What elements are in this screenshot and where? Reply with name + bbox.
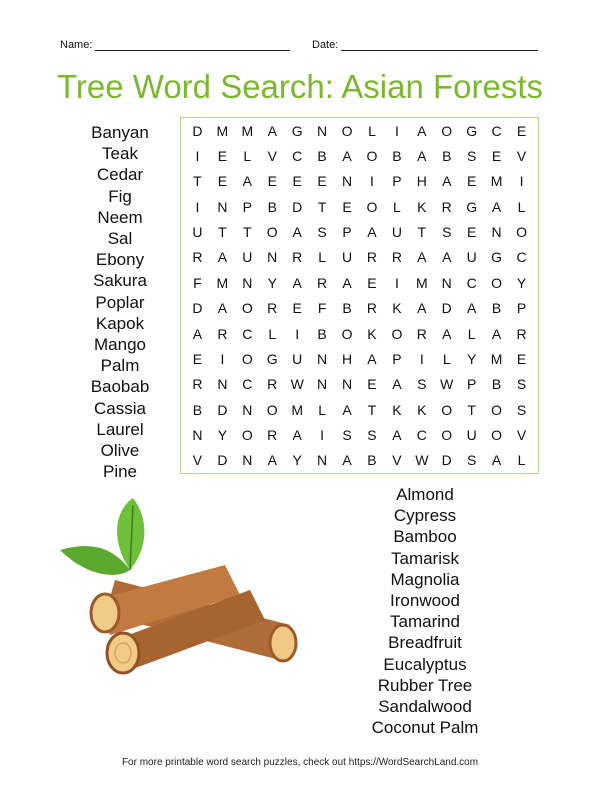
grid-letter: A	[342, 148, 352, 165]
grid-letter: D	[441, 300, 452, 317]
grid-letter: G	[291, 122, 303, 139]
grid-letter: M	[216, 274, 229, 291]
grid-letter: C	[242, 325, 253, 342]
grid-letter: E	[292, 173, 302, 190]
grid-letter: Y	[292, 452, 302, 469]
grid-letter: C	[491, 122, 502, 139]
word-item: Teak	[102, 144, 138, 164]
grid-letter: A	[392, 426, 402, 443]
grid-letter: Y	[217, 426, 228, 443]
grid-letter: K	[417, 198, 427, 215]
grid-letter: G	[466, 122, 478, 139]
grid-letter: E	[292, 300, 302, 317]
grid-letter: E	[516, 350, 527, 367]
grid-letter: M	[415, 274, 428, 291]
grid-letter: Y	[267, 274, 277, 291]
grid-letter: A	[342, 274, 352, 291]
word-item: Baobab	[90, 377, 150, 397]
grid-letter: O	[366, 148, 378, 165]
word-item: Poplar	[95, 292, 145, 312]
grid-letter: O	[491, 401, 503, 418]
grid-letter: L	[243, 148, 252, 165]
grid-letter: O	[341, 122, 353, 139]
grid-letter: G	[466, 198, 478, 215]
grid-letter: R	[267, 426, 278, 443]
word-item: Almond	[396, 485, 454, 504]
grid-letter: B	[367, 452, 377, 469]
grid-letter: A	[217, 249, 228, 266]
grid-letter: A	[392, 376, 402, 393]
grid-letter: N	[242, 452, 253, 469]
word-item: Eucalyptus	[383, 654, 467, 674]
grid-letter: L	[517, 452, 526, 469]
grid-letter: K	[392, 401, 402, 418]
grid-letter: T	[193, 173, 202, 190]
grid-letter: H	[416, 173, 427, 190]
word-item: Laurel	[96, 419, 144, 439]
grid-letter: V	[516, 148, 527, 165]
grid-letter: E	[367, 376, 377, 393]
grid-letter: E	[267, 173, 277, 190]
grid-letter: F	[317, 300, 327, 317]
date-field[interactable]	[312, 38, 538, 51]
grid-letter: V	[516, 426, 527, 443]
grid-letter: D	[217, 401, 228, 418]
grid-letter: A	[292, 274, 302, 291]
grid-letter: U	[341, 249, 353, 266]
grid-letter: E	[317, 173, 327, 190]
grid-letter: G	[491, 249, 503, 266]
grid-letter: I	[419, 350, 424, 367]
grid-letter: O	[241, 300, 253, 317]
grid-letter: P	[467, 376, 477, 393]
grid-letter: O	[441, 122, 453, 139]
grid-letter: N	[217, 198, 228, 215]
grid-letter: B	[317, 325, 327, 342]
word-item: Cedar	[96, 165, 144, 185]
grid-letter: E	[491, 148, 502, 165]
grid-letter: R	[267, 300, 278, 317]
grid-letter: P	[516, 300, 527, 317]
grid-letter: N	[491, 224, 502, 241]
grid-letter: L	[268, 325, 277, 342]
grid-letter: A	[442, 173, 452, 190]
grid-letter: Y	[516, 274, 527, 291]
grid-letter: I	[195, 198, 200, 215]
grid-letter: A	[367, 224, 377, 241]
grid-letter: E	[192, 350, 203, 367]
grid-letter: O	[516, 224, 527, 241]
grid-letter: L	[442, 350, 451, 367]
footer-text: For more printable word search puzzles, check out https://WordSearchLand.com	[121, 757, 479, 768]
grid-letter: O	[241, 426, 253, 443]
grid-letter: A	[367, 350, 377, 367]
grid-letter: T	[218, 224, 227, 241]
grid-letter: W	[440, 376, 454, 393]
grid-letter: O	[366, 198, 378, 215]
word-item: Sal	[107, 229, 133, 249]
grid-letter: I	[519, 173, 524, 190]
grid-letter: T	[243, 224, 252, 241]
word-item: Coconut Palm	[371, 718, 479, 738]
grid-letter: E	[367, 274, 377, 291]
grid-letter: T	[317, 198, 327, 215]
grid-letter: V	[267, 148, 277, 165]
grid-letter: A	[491, 325, 502, 342]
grid-letter: E	[516, 122, 527, 139]
grid-letter: D	[441, 452, 452, 469]
grid-letter: S	[467, 452, 477, 469]
grid-letter: R	[366, 249, 378, 266]
name-line	[95, 38, 290, 51]
grid-letter: O	[441, 426, 453, 443]
grid-letter: A	[417, 249, 427, 266]
word-list-left	[60, 122, 180, 482]
word-item: Cypress	[393, 506, 457, 526]
grid-letter: C	[416, 426, 427, 443]
grid-letter: A	[342, 401, 352, 418]
log-icon	[91, 565, 296, 673]
grid-letter: K	[367, 325, 377, 342]
grid-letter: N	[317, 122, 328, 139]
grid-letter: I	[394, 122, 399, 139]
grid-letter: U	[391, 224, 402, 241]
date-label: Date:	[312, 39, 339, 51]
word-item: Fig	[108, 186, 132, 206]
grid-letter: B	[267, 198, 277, 215]
grid-letter: P	[342, 224, 352, 241]
grid-letter: A	[267, 452, 277, 469]
grid-letter: I	[195, 148, 200, 165]
word-item: Ebony	[95, 250, 145, 270]
grid-letter: R	[292, 249, 303, 266]
grid-letter: K	[392, 300, 402, 317]
word-item: Tamarind	[390, 612, 460, 632]
grid-letter: L	[318, 249, 326, 266]
grid-letter: B	[317, 148, 327, 165]
grid-letter: R	[317, 274, 328, 291]
word-item: Ironwood	[390, 591, 460, 611]
grid-letter: O	[341, 325, 353, 342]
grid-letter: E	[342, 198, 352, 215]
word-item: Cassia	[94, 398, 146, 418]
grid-letter: R	[267, 376, 278, 393]
grid-letter: N	[317, 376, 328, 393]
grid-letter: U	[466, 249, 477, 266]
grid-letter: A	[242, 173, 252, 190]
grid-letter: A	[417, 122, 427, 139]
grid-letter: A	[442, 249, 452, 266]
grid-letter: P	[392, 173, 402, 190]
grid-letter: N	[341, 376, 353, 393]
grid-letter: I	[295, 325, 300, 342]
grid-letter: E	[467, 173, 477, 190]
grid-letter: R	[416, 325, 427, 342]
grid-letter: B	[392, 148, 402, 165]
grid-letter: A	[292, 224, 302, 241]
grid-letter: O	[266, 401, 278, 418]
word-item: Breadfruit	[388, 633, 462, 653]
word-item: Bamboo	[393, 527, 457, 547]
word-item: Pine	[102, 462, 138, 482]
word-item: Rubber Tree	[377, 675, 473, 695]
grid-letter: M	[490, 350, 503, 367]
grid-letter: U	[292, 350, 303, 367]
grid-letter: A	[442, 325, 452, 342]
word-item: Tamarisk	[390, 548, 459, 568]
grid-letter: C	[466, 274, 477, 291]
grid-letter: I	[394, 274, 399, 291]
grid-letter: B	[192, 401, 203, 418]
grid-letter: P	[242, 198, 252, 215]
grid-letter: N	[242, 401, 253, 418]
word-list-right	[350, 484, 500, 738]
grid-letter: M	[241, 122, 254, 139]
grid-letter: R	[391, 249, 402, 266]
grid-letter: N	[317, 452, 328, 469]
name-field[interactable]	[60, 38, 290, 51]
grid-letter: S	[367, 426, 377, 443]
grid-letter: S	[317, 224, 327, 241]
grid-letter: L	[517, 198, 526, 215]
grid-letter: F	[193, 274, 202, 291]
grid-letter: R	[441, 198, 452, 215]
grid-letter: W	[415, 452, 429, 469]
grid-letter: C	[516, 249, 527, 266]
grid-letter: L	[392, 198, 401, 215]
grid-letter: E	[217, 173, 228, 190]
grid-letter: I	[220, 350, 225, 367]
grid-letter: A	[217, 300, 228, 317]
grid-letter: R	[366, 300, 378, 317]
grid-letter: A	[192, 325, 203, 342]
grid-letter: W	[290, 376, 304, 393]
grid-letter: B	[442, 148, 452, 165]
grid-letter: N	[341, 173, 353, 190]
grid-letter: M	[291, 401, 303, 418]
grid-letter: O	[241, 350, 253, 367]
grid-letter: L	[368, 122, 376, 139]
word-item: Mango	[94, 335, 146, 355]
grid-letter: N	[192, 426, 203, 443]
grid-letter: M	[216, 122, 229, 139]
grid-letter: T	[367, 401, 377, 418]
grid-letter: T	[467, 401, 476, 418]
grid-letter: D	[192, 122, 203, 139]
grid-letter: R	[217, 325, 228, 342]
grid-letter: L	[467, 325, 476, 342]
grid-letter: E	[467, 224, 477, 241]
grid-letter: K	[417, 401, 427, 418]
word-item: Palm	[100, 356, 140, 376]
grid-letter: O	[441, 401, 453, 418]
grid-letter: D	[192, 300, 203, 317]
logs-illustration	[55, 495, 305, 675]
grid-letter: N	[267, 249, 278, 266]
grid-letter: N	[242, 274, 253, 291]
grid-letter: A	[417, 148, 427, 165]
grid-letter: L	[318, 401, 326, 418]
grid-letter: M	[490, 173, 503, 190]
grid-letter: S	[342, 426, 352, 443]
grid-letter: A	[342, 452, 352, 469]
grid-letter: O	[391, 325, 403, 342]
grid-letter: C	[242, 376, 253, 393]
grid-letter: D	[217, 452, 228, 469]
name-label: Name:	[60, 39, 93, 51]
grid-letter: O	[491, 426, 503, 443]
grid-letter: U	[192, 224, 203, 241]
grid-letter: A	[491, 198, 502, 215]
grid-letter: I	[370, 173, 374, 190]
grid-letter: D	[292, 198, 303, 215]
grid-letter: S	[467, 148, 477, 165]
page-title: Tree Word Search: Asian Forests	[56, 68, 544, 105]
grid-letter: V	[192, 452, 203, 469]
grid-letter: A	[417, 300, 427, 317]
word-item: Banyan	[91, 123, 149, 142]
grid-letter: S	[442, 224, 452, 241]
grid-letter: U	[242, 249, 253, 266]
word-item: Neem	[97, 207, 143, 227]
word-item: Sakura	[93, 271, 147, 291]
grid-letter: Y	[467, 350, 477, 367]
grid-letter: U	[466, 426, 477, 443]
grid-letter: A	[292, 426, 302, 443]
grid-letter: N	[317, 350, 328, 367]
grid-letter: B	[491, 300, 502, 317]
date-line	[341, 38, 538, 51]
word-item: Magnolia	[390, 569, 460, 589]
word-item: Kapok	[95, 313, 145, 333]
grid-letter: A	[491, 452, 502, 469]
grid-letter: E	[217, 148, 228, 165]
grid-letter: P	[392, 350, 402, 367]
grid-letter: V	[392, 452, 402, 469]
grid-letter: A	[467, 300, 477, 317]
grid-letter: C	[292, 148, 303, 165]
grid-letter: T	[417, 224, 427, 241]
grid-letter: R	[192, 376, 203, 393]
grid-letter: S	[417, 376, 427, 393]
grid-letter: A	[267, 122, 277, 139]
grid-letter: N	[441, 274, 452, 291]
grid-letter: N	[217, 376, 228, 393]
grid-letter: H	[341, 350, 353, 367]
grid-letter: S	[516, 401, 527, 418]
grid-letter: R	[516, 325, 527, 342]
grid-letter: R	[192, 249, 203, 266]
grid-letter: B	[342, 300, 352, 317]
grid-letter: B	[491, 376, 502, 393]
letter-grid	[180, 117, 539, 474]
grid-letter: O	[491, 274, 503, 291]
word-item: Olive	[100, 441, 140, 461]
grid-letter: O	[266, 224, 278, 241]
word-item: Sandalwood	[378, 697, 472, 717]
grid-letter: G	[266, 350, 278, 367]
grid-letter: S	[516, 376, 527, 393]
leaf-icon	[60, 498, 144, 575]
grid-letter: I	[320, 426, 325, 443]
